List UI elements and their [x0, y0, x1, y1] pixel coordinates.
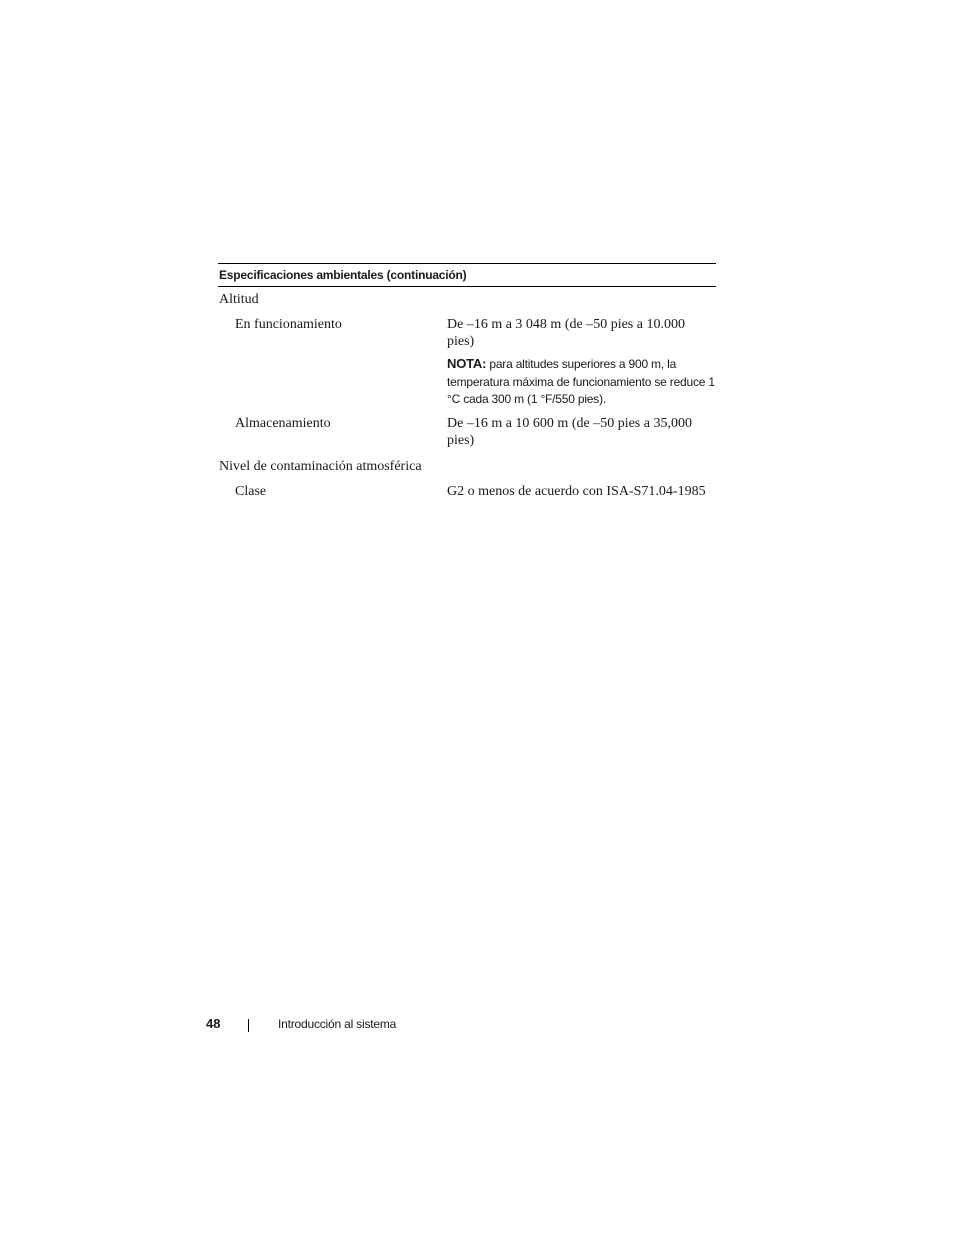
table-header: Especificaciones ambientales (continuación) — [218, 263, 716, 287]
page-footer — [0, 1014, 954, 1038]
environmental-specs-table — [218, 263, 716, 499]
class-value: G2 o menos de acuerdo con ISA-S71.04-1985 — [447, 484, 706, 499]
storage-value: De –16 m a 10 600 m (de –50 pies a 35,000 pies) — [447, 416, 692, 448]
section-title: Introducción al sistema — [278, 1017, 397, 1031]
altitude-label: Altitud — [219, 292, 259, 307]
class-label: Clase — [235, 484, 267, 499]
operating-label: En funcionamiento — [235, 317, 342, 332]
altitude-note — [447, 355, 715, 409]
operating-value: De –16 m a 3 048 m (de –50 pies a 10.000 pies) — [447, 317, 685, 349]
note-text: para altitudes superiores a 900 m, la temperatura máxima de funcionamiento se reduce 1 °C cada 300 m (1 °F/550 pies). — [447, 357, 715, 406]
storage-label: Almacenamiento — [235, 416, 331, 431]
footer-separator — [248, 1019, 249, 1032]
note-prefix: NOTA: — [447, 356, 487, 371]
page-number: 48 — [206, 1016, 221, 1031]
contamination-label: Nivel de contaminación atmosférica — [219, 459, 422, 474]
